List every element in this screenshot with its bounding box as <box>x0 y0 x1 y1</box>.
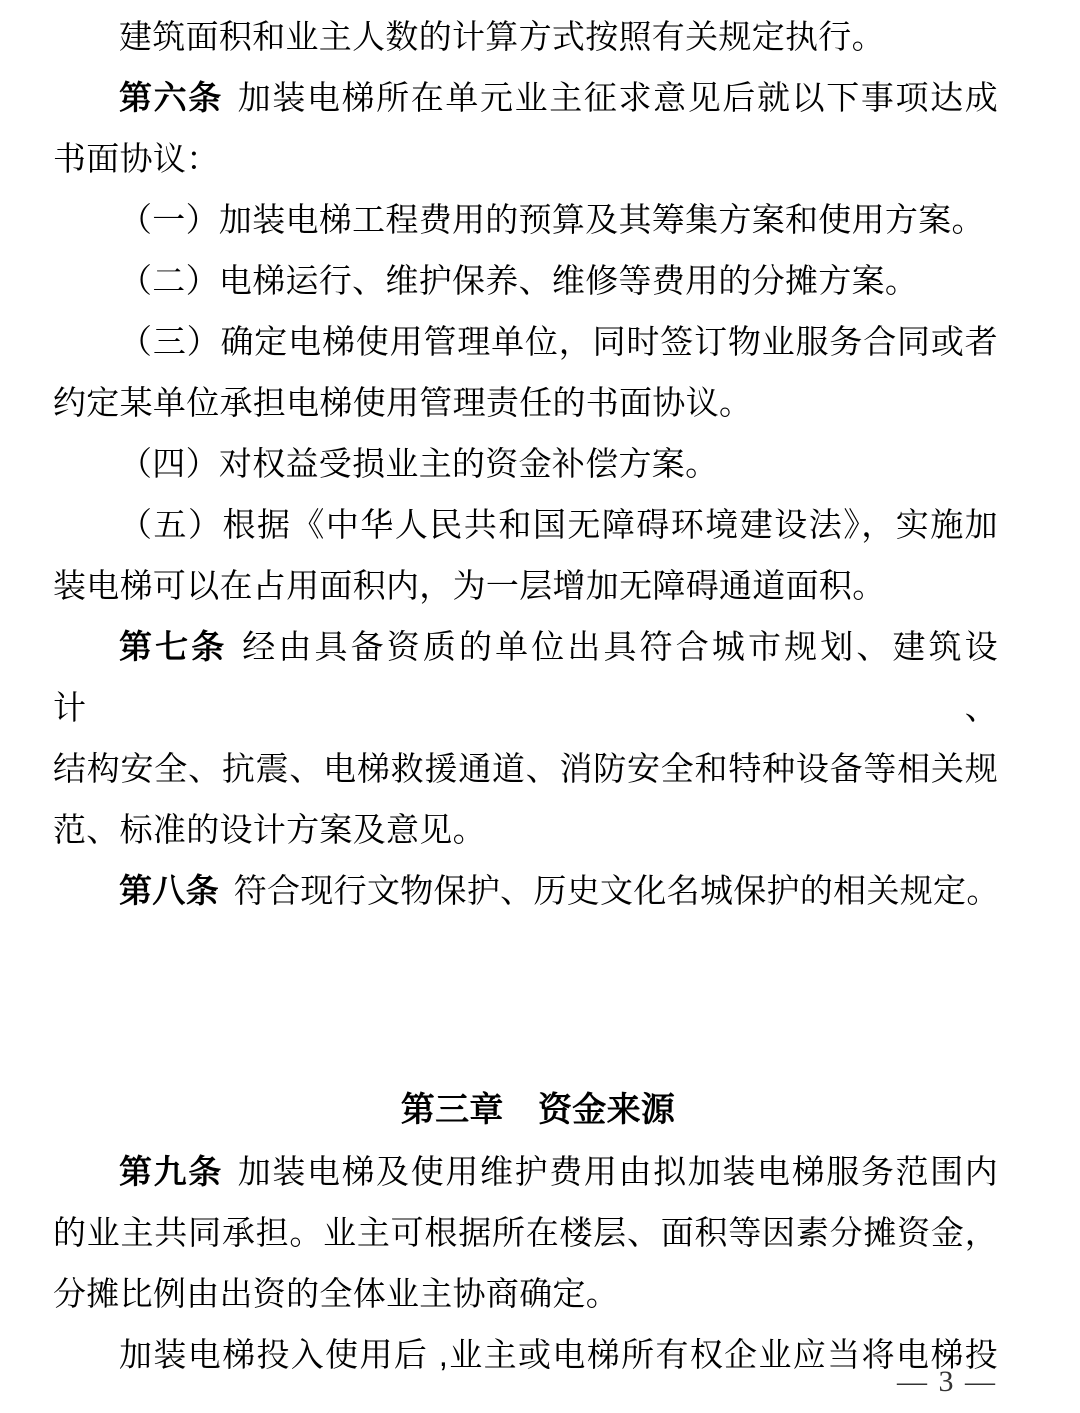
list-item <box>53 494 998 555</box>
list-item <box>53 433 998 494</box>
body-paragraph <box>53 372 998 433</box>
article-number-lead: 第六条 <box>119 79 223 116</box>
line-text: 的业主共同承担。业主可根据所在楼层、面积等因素分摊资金， <box>53 1214 998 1251</box>
body-paragraph <box>53 799 998 860</box>
body-paragraph <box>53 1202 998 1263</box>
line-text: 装电梯可以在占用面积内，为一层增加无障碍通道面积。 <box>53 567 886 604</box>
list-item <box>53 189 998 250</box>
chapter-heading: 第三章 资金来源 <box>400 1091 676 1129</box>
list-item <box>53 311 998 372</box>
page-number: — 3 — <box>897 1365 997 1398</box>
line-text: （一）加装电梯工程费用的预算及其筹集方案和使用方案。 <box>119 201 985 238</box>
body-paragraph <box>53 1141 998 1202</box>
body-paragraph <box>53 67 998 128</box>
body-paragraph <box>53 555 998 616</box>
line-text: 经由具备资质的单位出具符合城市规划、建筑设计、 <box>53 628 998 726</box>
article-number-lead: 第九条 <box>119 1153 223 1190</box>
line-text: （二）电梯运行、维护保养、维修等费用的分摊方案。 <box>119 262 919 299</box>
line-text: 加装电梯及使用维护费用由拟加装电梯服务范围内 <box>237 1153 998 1190</box>
line-text: 加装电梯投入使用后 ,业主或电梯所有权企业应当将电梯投 <box>119 1336 998 1373</box>
body-paragraph <box>53 738 998 799</box>
body-paragraph <box>53 860 998 921</box>
line-text: （三）确定电梯使用管理单位，同时签订物业服务合同或者 <box>119 323 998 360</box>
line-text: 书面协议： <box>53 140 220 177</box>
article-number-lead: 第八条 <box>119 872 219 909</box>
line-text: 符合现行文物保护、历史文化名城保护的相关规定。 <box>233 872 1000 909</box>
body-paragraph <box>53 616 998 738</box>
line-text: 加装电梯所在单元业主征求意见后就以下事项达成 <box>237 79 998 116</box>
body-paragraph <box>53 1263 998 1324</box>
line-text: （五）根据《中华人民共和国无障碍环境建设法》，实施加 <box>119 506 998 543</box>
list-item <box>53 250 998 311</box>
line-text: 结构安全、抗震、电梯救援通道、消防安全和特种设备等相关规 <box>53 750 998 787</box>
line-text: （四）对权益受损业主的资金补偿方案。 <box>119 445 719 482</box>
line-text: 建筑面积和业主人数的计算方式按照有关规定执行。 <box>119 18 885 55</box>
body-paragraph <box>53 128 998 189</box>
body-paragraph <box>53 6 998 67</box>
article-number-lead: 第七条 <box>119 628 228 665</box>
body-paragraph <box>53 1324 998 1385</box>
line-text: 范、标准的设计方案及意见。 <box>53 811 486 848</box>
line-text: 分摊比例由出资的全体业主协商确定。 <box>53 1275 620 1312</box>
line-text: 约定某单位承担电梯使用管理责任的书面协议。 <box>53 384 753 421</box>
